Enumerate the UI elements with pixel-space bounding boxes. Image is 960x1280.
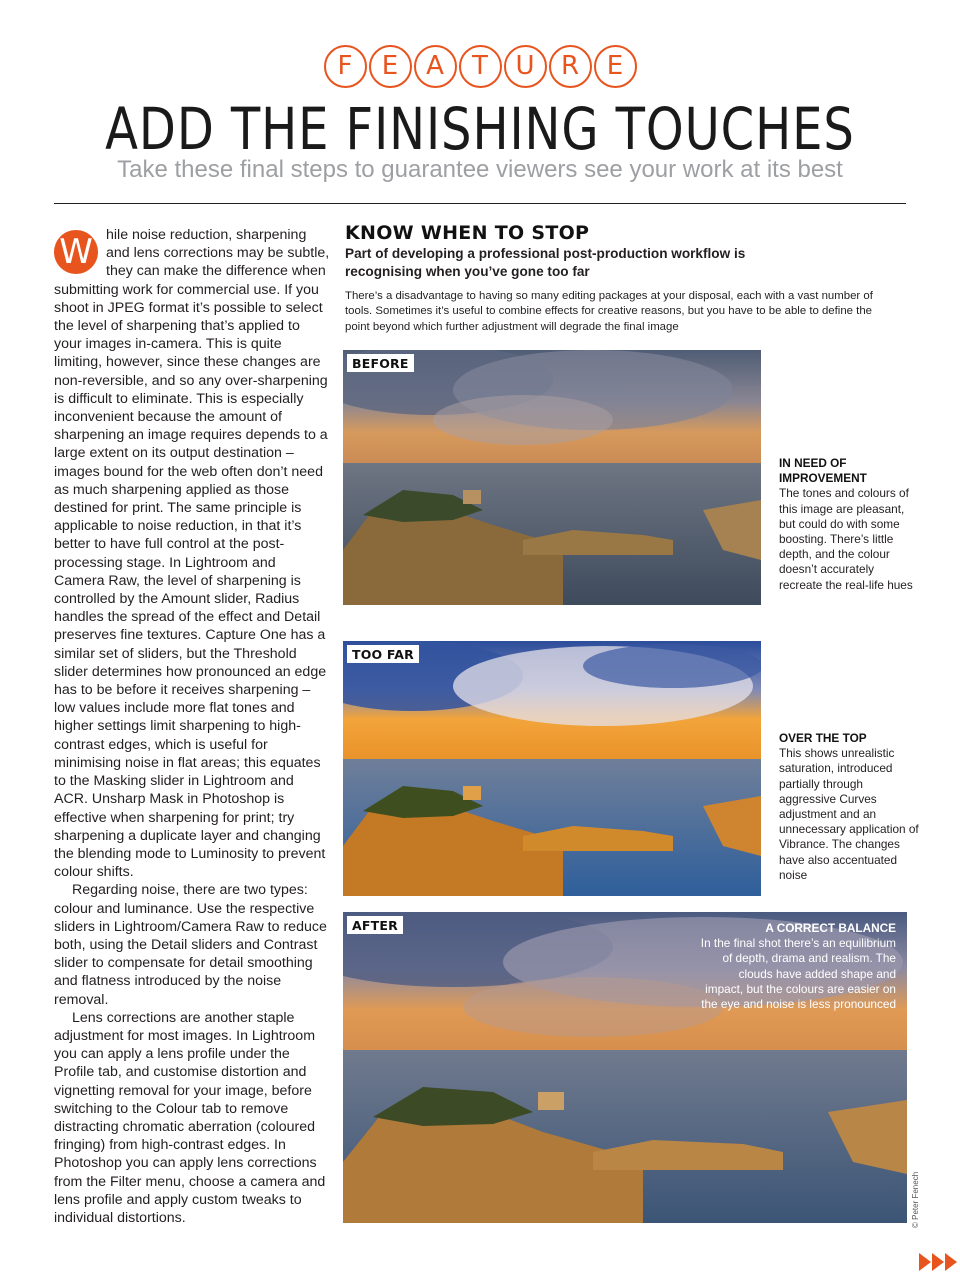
too-far-caption-title: OVER THE TOP <box>779 731 867 745</box>
kicker-letter: U <box>504 45 547 88</box>
body-paragraph: hile noise reduction, sharpening and lens corrections may be subtle, they can make the difference when submitting work for commercial use. If you shoot in JPEG format it’s possible to select the level of sharpening that’s applied to your images in-camera. This is quite limiting, however, since these changes are non-reversible, and so any over-sharpening is difficult to eliminate. This is especially inconvenient because the amount of sharpening an image requires depends to a large extent on its output destination – images bound for the web often don’t need as much sharpening applied as those destined for print. The same principle is applicable to noise reduction, in that it’s better to have full control at the post-processing stage. In Lightroom and Camera Raw, the level of sharpening is controlled by the Amount slider, Radius handles the spread of the effect and Detail preserves fine textures. Capture One has a similar set of sliders, but the Threshold slider determines how pronounced an edge has to be before it receives sharpening – low values include more flat tones and higher settings limit sharpening to high-contrast edges, which is useful for minimising noise in flat areas; this equates to the Masking slider in Lightroom and ACR. Unsharp Mask in Photoshop is effective when sharpening for print; try sharpening a duplicate layer and changing the blending mode to Luminosity to prevent colour shifts. <box>54 227 330 881</box>
kicker-letter: F <box>324 45 367 88</box>
feature-kicker <box>0 45 960 88</box>
too-far-tag: TOO FAR <box>347 645 419 663</box>
after-caption-title: A CORRECT BALANCE <box>765 921 896 935</box>
arrow-right-icon <box>932 1253 944 1271</box>
next-page-arrows-icon <box>919 1253 958 1271</box>
page-title: ADD THE FINISHING TOUCHES <box>105 95 855 163</box>
after-caption-text: In the final shot there’s an equilibrium of depth, drama and realism. The clouds have added shape and impact, but the colours are easier on the eye and noise is less pronounced <box>700 936 896 1012</box>
arrow-right-icon <box>945 1253 957 1271</box>
before-caption-title: IN NEED OF IMPROVEMENT <box>779 456 867 486</box>
after-caption <box>700 921 896 1012</box>
header-divider <box>54 203 906 204</box>
after-tag: AFTER <box>347 916 403 934</box>
too-far-caption <box>779 731 919 883</box>
boxout-intro: There’s a disadvantage to having so many editing packages at your disposal, each with a vast number of tools. Sometimes it’s useful to combine effects for creative reasons, but you have to be able to define the point beyond which further adjustment will degrade the final image <box>345 290 873 333</box>
before-caption <box>779 456 919 593</box>
too-far-photo <box>343 641 761 896</box>
kicker-letter: E <box>594 45 637 88</box>
kicker-letter: R <box>549 45 592 88</box>
before-landscape-image <box>343 350 761 605</box>
kicker-letter: E <box>369 45 412 88</box>
article-body <box>54 226 330 1227</box>
boxout-title: KNOW WHEN TO STOP <box>345 222 590 244</box>
standfirst: Take these final steps to guarantee viewers see your work at its best <box>117 156 843 183</box>
kicker-letter: T <box>459 45 502 88</box>
too-far-landscape-image <box>343 641 761 896</box>
before-caption-text: The tones and colours of this image are pleasant, but could do with some boosting. There’s little depth, and the colour doesn’t accurately recreate the real-life hues <box>779 486 913 592</box>
too-far-caption-text: This shows unrealistic saturation, introduced partially through aggressive Curves adjustment and an unnecessary application of Vibrance. The changes have also accentuated noise <box>779 746 919 882</box>
arrow-right-icon <box>919 1253 931 1271</box>
body-paragraph: Regarding noise, there are two types: colour and luminance. Use the respective sliders in Lightroom/Camera Raw to reduce both, using the Detail sliders and Contrast slider to compensate for detail smoothing and flatness introduced by the noise removal. <box>54 882 327 1008</box>
body-paragraph: Lens corrections are another staple adjustment for most images. In Lightroom you can apply a lens profile under the Profile tab, and customise distortion and vignetting removal for your image, before switching to the Colour tab to remove distracting chromatic aberration (coloured fringing) from high-contrast edges. In Photoshop you can apply lens corrections from the Filter menu, choose a camera and lens profile and apply custom tweaks to individual distortions. <box>54 1009 326 1226</box>
photo-credit: © Peter Fenech <box>911 1171 920 1228</box>
kicker-letter: A <box>414 45 457 88</box>
before-photo <box>343 350 761 605</box>
dropcap: W <box>54 230 98 274</box>
boxout-subtitle: Part of developing a professional post-production workflow is recognising when you’ve gone too far <box>345 246 746 279</box>
before-tag: BEFORE <box>347 354 414 372</box>
